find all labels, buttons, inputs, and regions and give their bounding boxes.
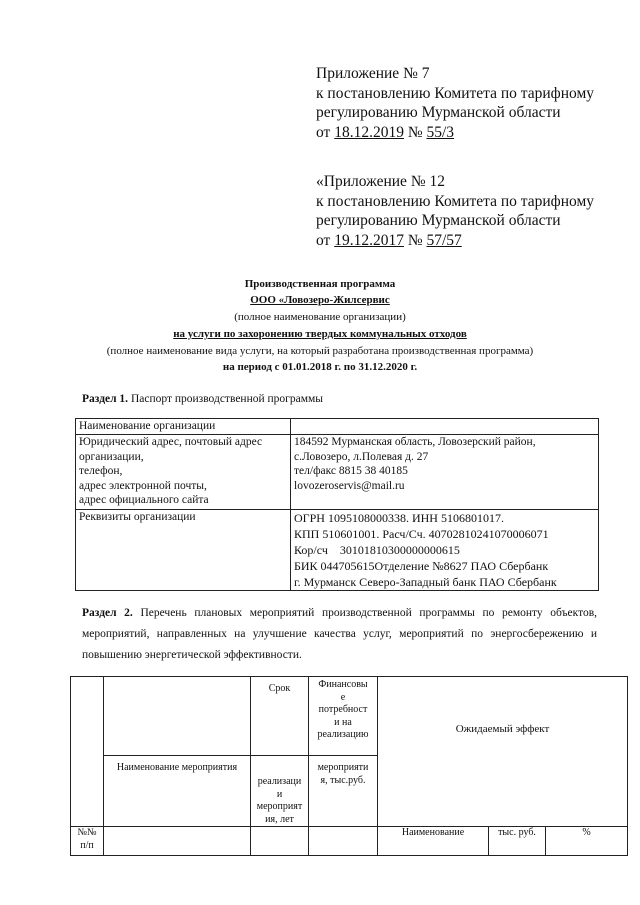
appendix-7-line: регулированию Мурманской области xyxy=(316,104,561,121)
table-cell xyxy=(104,827,251,856)
decree-date: 18.12.2019 xyxy=(334,123,404,141)
decree-date: 19.12.2017 xyxy=(334,231,404,249)
passport-label-cell xyxy=(76,510,291,591)
appendix-7-date-line xyxy=(316,123,594,143)
org-caption: (полное наименование организации) xyxy=(234,311,406,323)
program-title: Производственная программа xyxy=(244,278,396,290)
appendix-12-line: регулированию Мурманской области xyxy=(316,212,561,229)
service-caption: (полное наименование вида услуги, на который разработана производственная программа) xyxy=(106,345,534,357)
measures-table xyxy=(70,676,628,856)
cell-text: ия, лет xyxy=(265,813,294,825)
cell-text: №№ xyxy=(77,827,97,838)
effect-pct-cell xyxy=(546,827,628,856)
cell-text: телефон, xyxy=(79,465,123,477)
cell-text: Кор/сч 30101810300000000615 xyxy=(294,543,460,557)
term-header-cell xyxy=(251,756,309,827)
from-word: от xyxy=(316,231,331,249)
org-name-wrap xyxy=(0,292,640,308)
cell-text: организации, xyxy=(79,450,144,463)
table-row xyxy=(76,419,599,435)
appendix-7-block xyxy=(316,64,594,142)
cell-text: Юридический адрес, почтовый адрес xyxy=(79,436,263,448)
cell-text: мероприят xyxy=(256,801,303,812)
appendix-12-date-line xyxy=(316,231,594,251)
name-header-top xyxy=(104,677,251,756)
num-col-cell xyxy=(71,827,104,856)
from-word: от xyxy=(316,123,331,141)
section-1-heading xyxy=(82,393,323,405)
org-name: ООО «Ловозеро-Жилсервис xyxy=(250,294,390,306)
passport-table xyxy=(75,418,599,591)
appendix-7-title: Приложение № 7 xyxy=(316,65,430,82)
table-row xyxy=(76,435,599,510)
cell-text: адрес официального сайта xyxy=(79,494,209,506)
cell-text: и на xyxy=(334,716,352,728)
effect-header xyxy=(378,677,628,827)
section-2-line: мероприятий, направленных на улучшение качества услуг, мероприятий по энергосбережению и xyxy=(82,628,597,640)
cell-text: БИК 044705615Отделение №8627 ПАО Сбербанк xyxy=(294,559,549,573)
decree-number: 55/3 xyxy=(426,123,455,141)
section-2-line: повышению энергетической эффективности. xyxy=(82,649,302,661)
section-2-label: Раздел 2. xyxy=(82,607,133,619)
cell-text: 184592 Мурманская область, Ловозерский район, xyxy=(294,436,536,448)
appendix-12-title: «Приложение № 12 xyxy=(316,173,445,190)
section-2-paragraph xyxy=(82,603,597,666)
section-2-line xyxy=(82,603,597,624)
effect-sum-cell xyxy=(489,827,546,856)
cell-text: ОГРН 1095108000338. ИНН 5106801017. xyxy=(294,511,504,525)
cell-text: и xyxy=(276,788,283,800)
finance-header-cell xyxy=(309,756,378,827)
finance-header-top xyxy=(309,677,378,756)
section-1-title: Паспорт производственной программы xyxy=(130,393,324,405)
passport-label-cell xyxy=(76,419,291,435)
cell-text: я, тыс.руб. xyxy=(320,774,366,786)
passport-value-cell xyxy=(291,510,599,591)
passport-value-cell xyxy=(291,435,599,510)
section-2-text: Перечень плановых мероприятий производственной программы по ремонту объектов, xyxy=(140,607,598,619)
cell-text: % xyxy=(582,827,591,838)
passport-label-cell xyxy=(76,435,291,510)
table-row xyxy=(71,827,628,856)
cell-text: Финансовы xyxy=(318,679,368,690)
cell-text: Реквизиты организации xyxy=(79,511,196,523)
cell-text: адрес электронной почты, xyxy=(79,479,207,492)
cell-text: Срок xyxy=(268,683,291,694)
cell-text: lovozeroservis@mail.ru xyxy=(294,479,405,492)
cell-text: Наименование организации xyxy=(79,420,216,432)
cell-text: реализаци xyxy=(257,776,302,787)
cell-text: Наименование xyxy=(401,827,465,838)
cell-text: Наименование мероприятия xyxy=(116,762,238,773)
appendix-12-line: к постановлению Комитета по тарифному xyxy=(316,192,595,210)
table-cell xyxy=(251,827,309,856)
service-wrap xyxy=(0,326,640,342)
section-1-label: Раздел 1. xyxy=(82,393,129,405)
number-sign: № xyxy=(407,123,423,141)
number-sign: № xyxy=(407,231,423,249)
num-header-cell xyxy=(71,677,104,827)
cell-text: е xyxy=(340,691,346,703)
service-name: на услуги по захоронению твердых коммунальных отходов xyxy=(173,328,467,340)
appendix-12-block xyxy=(316,172,594,250)
cell-text: Ожидаемый эффект xyxy=(455,723,550,736)
table-cell xyxy=(309,827,378,856)
name-header-cell xyxy=(104,756,251,827)
cell-text: п/п xyxy=(80,839,94,851)
cell-text: г. Мурманск Северо-Западный банк ПАО Сбербанк xyxy=(294,575,557,589)
decree-number: 57/57 xyxy=(426,231,462,249)
cell-text: реализацию xyxy=(317,729,369,740)
cell-text: мероприяти xyxy=(317,762,369,773)
effect-name-cell xyxy=(378,827,489,856)
cell-text: тыс. руб. xyxy=(498,827,536,838)
table-row xyxy=(71,677,628,756)
cell-text: с.Ловозеро, л.Полевая д. 27 xyxy=(294,450,429,463)
cell-text: тел/факс 8815 38 40185 xyxy=(294,465,408,477)
cell-text: потребност xyxy=(318,704,368,715)
passport-value-cell xyxy=(291,419,599,435)
appendix-7-line: к постановлению Комитета по тарифному xyxy=(316,84,595,102)
program-period: на период с 01.01.2018 г. по 31.12.2020 г. xyxy=(222,361,418,373)
term-header-top xyxy=(251,677,309,756)
cell-text: КПП 510601001. Расч/Сч. 40702810241070006071 xyxy=(294,527,549,541)
table-row xyxy=(76,510,599,591)
